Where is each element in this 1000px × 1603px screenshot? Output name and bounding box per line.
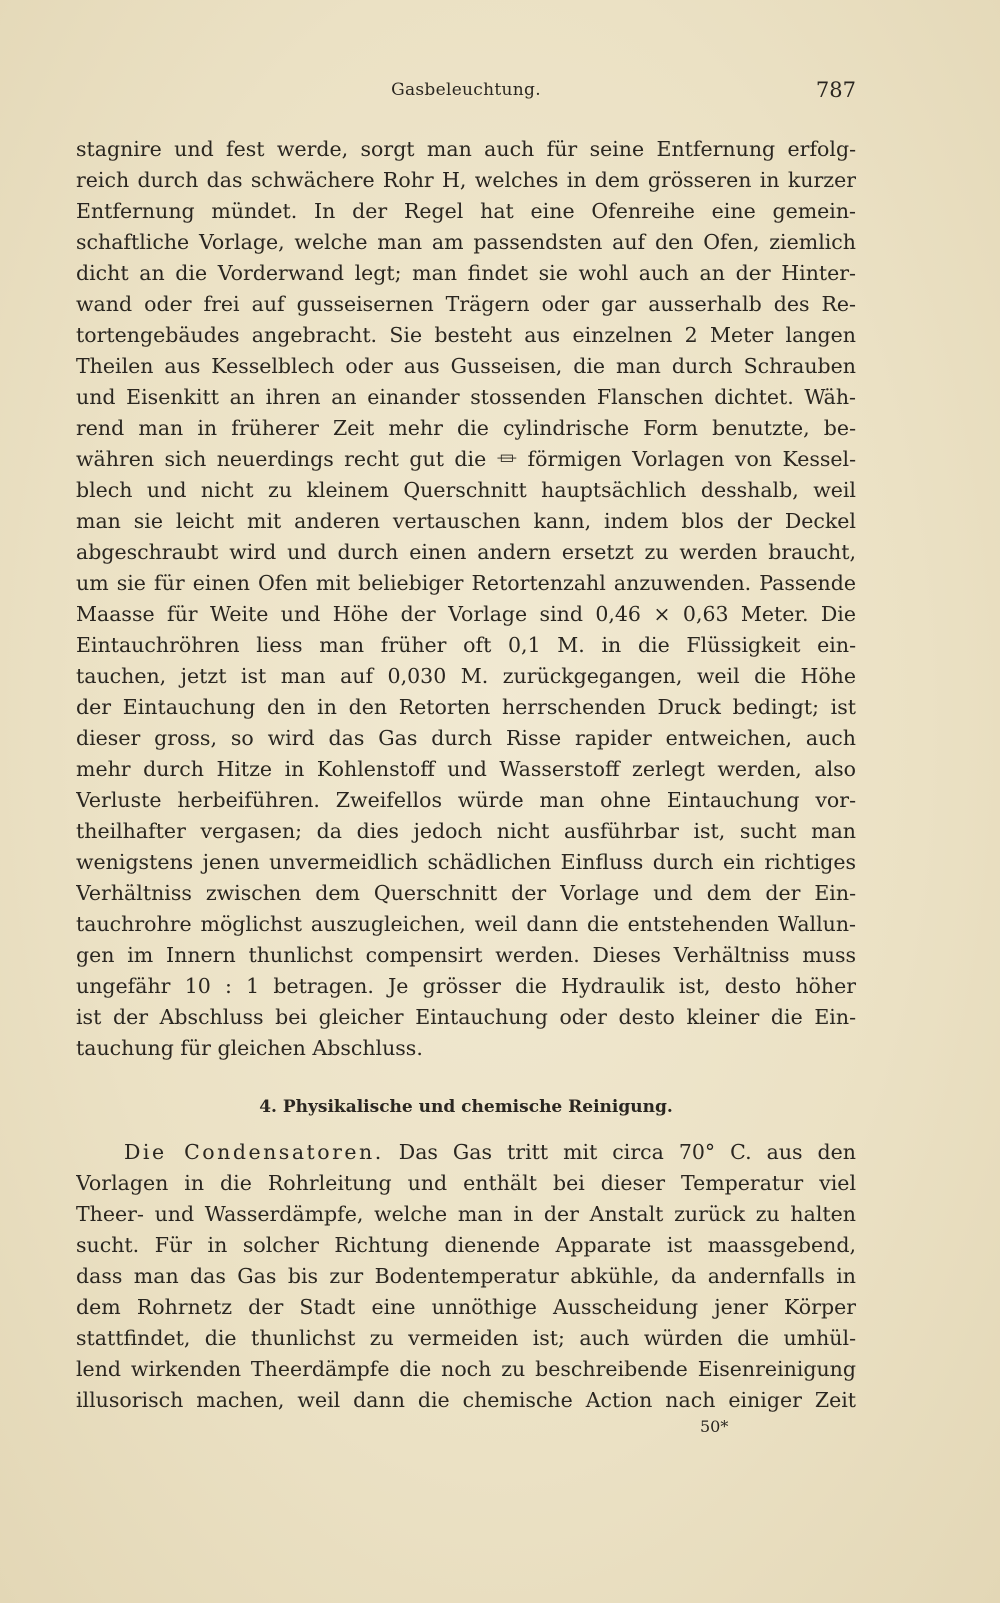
text-line: ungefähr 10 : 1 betragen. Je grösser die Hydraulik ist, desto höher: [76, 974, 856, 998]
text-line: wand oder frei auf gusseisernen Trägern oder gar ausserhalb des Re-: [76, 292, 856, 316]
text-line: stagnire und fest werde, sorgt man auch für seine Entfernung erfolg-: [76, 137, 856, 161]
text-line: gen im Innern thunlichst compensirt werden. Dieses Verhältniss muss: [76, 943, 856, 967]
text-line: Vorlagen in die Rohrleitung und enthält bei dieser Temperatur viel: [76, 1171, 856, 1195]
text-line: rend man in früherer Zeit mehr die cylindrische Form benutzte, be-: [76, 416, 856, 440]
paragraph-vorlage: [76, 134, 856, 1064]
text-line: tauchrohre möglichst auszugleichen, weil dann die entstehenden Wallun-: [76, 912, 856, 936]
running-title: Gasbeleuchtung.: [391, 80, 541, 100]
text-line: tauchung für gleichen Abschluss.: [76, 1036, 423, 1060]
text-line: um sie für einen Ofen mit beliebiger Retortenzahl anzuwenden. Passende: [76, 571, 856, 595]
text-line: ist der Abschluss bei gleicher Eintauchung oder desto kleiner die Ein-: [76, 1005, 856, 1029]
text-line: illusorisch machen, weil dann die chemische Action nach einiger Zeit: [76, 1388, 856, 1412]
text-line: mehr durch Hitze in Kohlenstoff und Wasserstoff zerlegt werden, also: [76, 757, 856, 781]
text-line: reich durch das schwächere Rohr H, welches in dem grösseren in kurzer: [76, 168, 856, 192]
text-line: lend wirkenden Theerdämpfe die noch zu beschreibende Eisenreinigung: [76, 1357, 856, 1381]
text-line: dass man das Gas bis zur Bodentemperatur abkühle, da andernfalls in: [76, 1264, 856, 1288]
text-line: währen sich neuerdings recht gut die ⏛ förmigen Vorlagen von Kessel-: [76, 447, 856, 471]
text-line-first: [76, 1137, 856, 1168]
text-line: theilhafter vergasen; da dies jedoch nicht ausführbar ist, sucht man: [76, 819, 856, 843]
text-line: stattfindet, die thunlichst zu vermeiden ist; auch würden die umhül-: [76, 1326, 856, 1350]
text-line: tortengebäudes angebracht. Sie besteht aus einzelnen 2 Meter langen: [76, 323, 856, 347]
text-line: blech und nicht zu kleinem Querschnitt hauptsächlich desshalb, weil: [76, 478, 856, 502]
text-line: abgeschraubt wird und durch einen andern ersetzt zu werden braucht,: [76, 540, 856, 564]
text-line: Verhältniss zwischen dem Querschnitt der Vorlage und dem der Ein-: [76, 881, 856, 905]
text-line: der Eintauchung den in den Retorten herrschenden Druck bedingt; ist: [76, 695, 856, 719]
text-line: Theilen aus Kesselblech oder aus Gusseisen, die man durch Schrauben: [76, 354, 856, 378]
text-line: tauchen, jetzt ist man auf 0,030 M. zurückgegangen, weil die Höhe: [76, 664, 856, 688]
text-line: dicht an die Vorderwand legt; man findet sie wohl auch an der Hinter-: [76, 261, 856, 285]
text-line: Eintauchröhren liess man früher oft 0,1 M. in die Flüssigkeit ein-: [76, 633, 856, 657]
text-line: man sie leicht mit anderen vertauschen kann, indem blos der Deckel: [76, 509, 856, 533]
text-line: Theer- und Wasserdämpfe, welche man in der Anstalt zurück zu halten: [76, 1202, 856, 1226]
text-line: sucht. Für in solcher Richtung dienende Apparate ist maassgebend,: [76, 1233, 856, 1257]
text-line: Maasse für Weite und Höhe der Vorlage sind 0,46 × 0,63 Meter. Die: [76, 602, 856, 626]
text-line: dem Rohrnetz der Stadt eine unnöthige Ausscheidung jener Körper: [76, 1295, 856, 1319]
page-header: [76, 80, 856, 110]
text-line: Verluste herbeiführen. Zweifellos würde man ohne Eintauchung vor-: [76, 788, 856, 812]
paragraph-condensatoren: [76, 1137, 856, 1416]
signature-mark: 50*: [700, 1417, 729, 1436]
text-line: dieser gross, so wird das Gas durch Risse rapider entweichen, auch: [76, 726, 856, 750]
text-line: Entfernung mündet. In der Regel hat eine Ofenreihe eine gemein-: [76, 199, 856, 223]
lead-term: Die Condensatoren.: [124, 1140, 384, 1164]
first-line-rest: Das Gas tritt mit circa 70° C. aus den: [383, 1140, 856, 1164]
text-line: schaftliche Vorlage, welche man am passendsten auf den Ofen, ziemlich: [76, 230, 856, 254]
text-line: und Eisenkitt an ihren an einander stossenden Flanschen dichtet. Wäh-: [76, 385, 856, 409]
page-number: 787: [815, 78, 856, 102]
text-line: wenigstens jenen unvermeidlich schädlichen Einfluss durch ein richtiges: [76, 850, 856, 874]
section-heading: 4. Physikalische und chemische Reinigung.: [259, 1097, 673, 1117]
